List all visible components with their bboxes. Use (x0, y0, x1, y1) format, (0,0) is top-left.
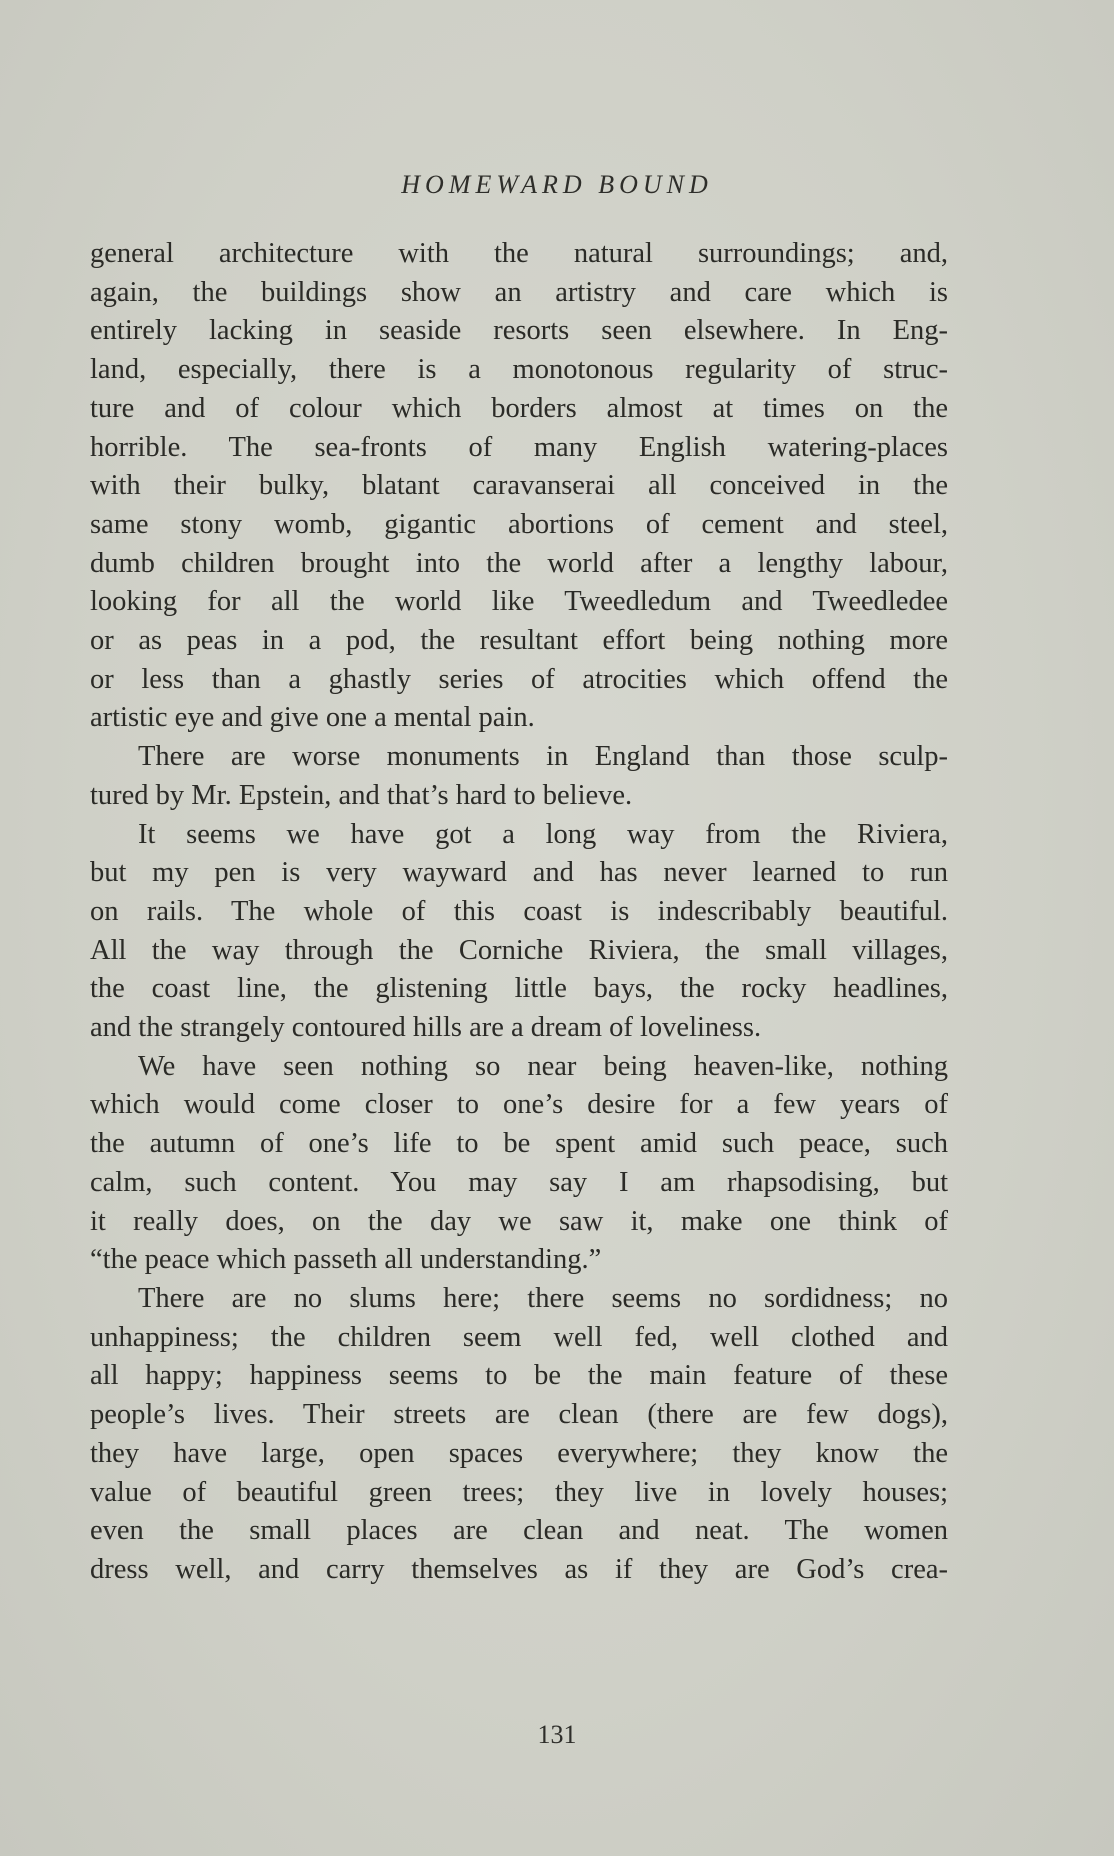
text-line: “the peace which passeth all understanding.” (90, 1244, 602, 1276)
running-head: HOMEWARD BOUND (401, 170, 713, 199)
paragraph-3 (90, 816, 948, 1048)
text-line: We have seen nothing so near being heaven-like, nothing (138, 1050, 948, 1082)
text-line: land, especially, there is a monotonous regularity of struc- (90, 354, 948, 386)
text-line: same stony womb, gigantic abortions of cement and steel, (90, 508, 948, 540)
body-text (90, 235, 948, 1590)
text-line: looking for all the world like Tweedledum and Tweedledee (90, 586, 948, 618)
text-line: people’s lives. Their streets are clean (there are few dogs), (90, 1399, 948, 1431)
text-line: tured by Mr. Epstein, and that’s hard to believe. (90, 779, 633, 811)
paragraph-1 (90, 235, 948, 738)
text-line: all happy; happiness seems to be the main feature of these (90, 1360, 948, 1392)
text-line: unhappiness; the children seem well fed, well clothed and (90, 1321, 948, 1353)
text-line: ture and of colour which borders almost at times on the (90, 392, 948, 424)
paragraph-5 (90, 1280, 948, 1590)
text-line: There are worse monuments in England than those sculp- (138, 741, 948, 773)
page-number: 131 (537, 1720, 577, 1749)
text-line: on rails. The whole of this coast is indescribably beautiful. (90, 895, 948, 927)
text-line: the autumn of one’s life to be spent amid such peace, such (90, 1128, 948, 1160)
text-line: or as peas in a pod, the resultant effort being nothing more (90, 625, 948, 657)
paragraph-4 (90, 1048, 948, 1280)
text-line: general architecture with the natural surroundings; and, (90, 238, 948, 269)
text-line: or less than a ghastly series of atrocities which offend the (90, 663, 948, 695)
text-line: horrible. The sea-fronts of many English watering-places (90, 431, 948, 463)
text-line: which would come closer to one’s desire for a few years of (90, 1089, 948, 1121)
text-line: There are no slums here; there seems no sordidness; no (138, 1282, 948, 1314)
text-line: dress well, and carry themselves as if they are God’s crea- (90, 1553, 948, 1585)
text-line: artistic eye and give one a mental pain. (90, 702, 535, 734)
text-line: they have large, open spaces everywhere; they know the (90, 1437, 948, 1469)
text-line: with their bulky, blatant caravanserai all conceived in the (90, 470, 948, 502)
paragraph-2 (90, 738, 948, 815)
text-line: entirely lacking in seaside resorts seen elsewhere. In Eng- (90, 315, 948, 347)
text-line: and the strangely contoured hills are a dream of loveliness. (90, 1012, 762, 1044)
text-line: calm, such content. You may say I am rhapsodising, but (90, 1166, 948, 1198)
text-line: the coast line, the glistening little bays, the rocky headlines, (90, 973, 948, 1005)
text-line: it really does, on the day we saw it, make one think of (90, 1205, 948, 1237)
text-line: but my pen is very wayward and has never learned to run (90, 857, 948, 889)
text-line: again, the buildings show an artistry and care which is (90, 276, 948, 308)
text-line: even the small places are clean and neat. The women (90, 1515, 948, 1547)
text-line: All the way through the Corniche Riviera, the small villages, (90, 934, 948, 966)
text-line: It seems we have got a long way from the Riviera, (138, 818, 948, 850)
text-line: dumb children brought into the world after a lengthy labour, (90, 547, 948, 579)
text-line: value of beautiful green trees; they live in lovely houses; (90, 1476, 948, 1508)
